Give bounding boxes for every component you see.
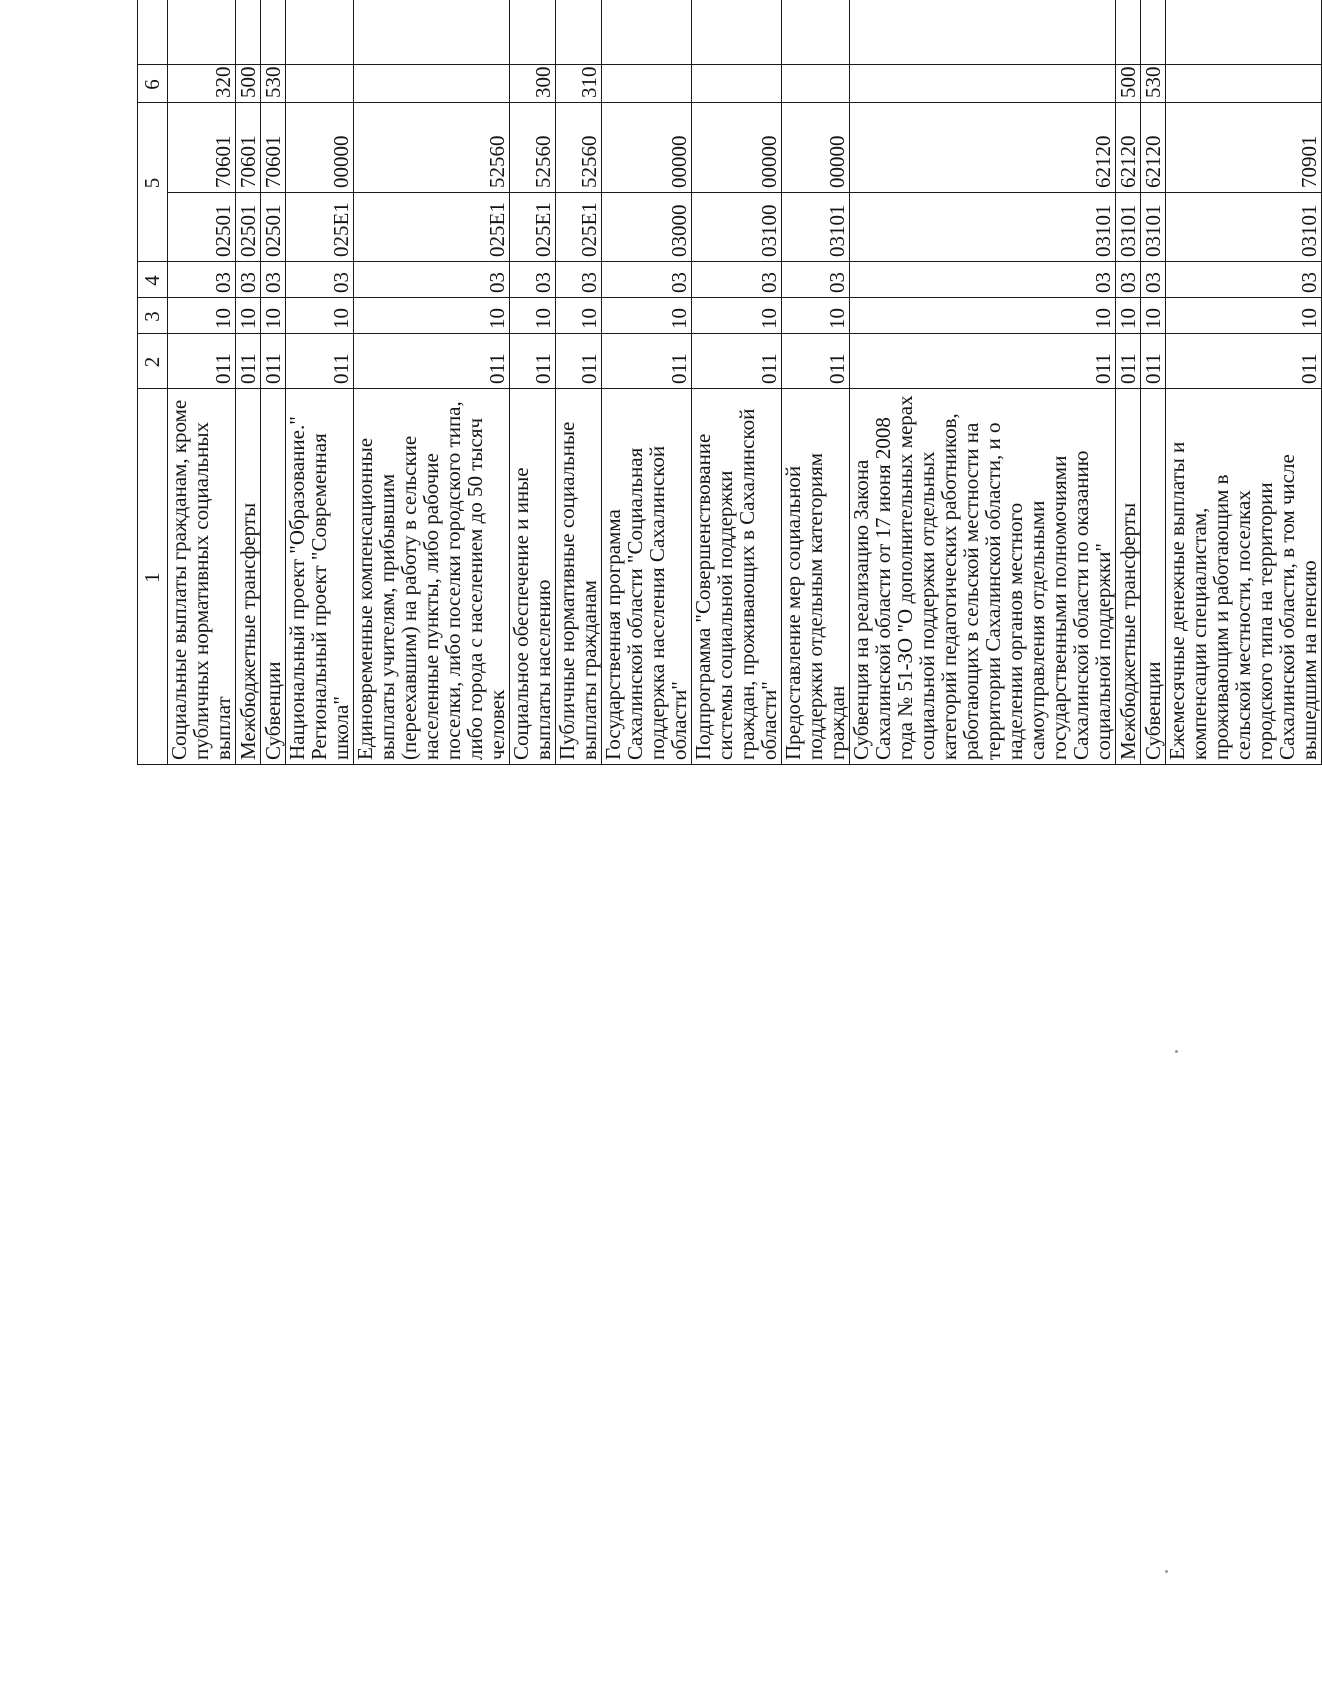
col3-section: 10: [354, 298, 510, 334]
row-name: Субвенции: [1141, 389, 1166, 765]
col4-subsection: 03: [602, 262, 692, 298]
col4-subsection: 03: [556, 262, 602, 298]
col5-program-code: 02501: [261, 193, 286, 262]
col2-code: 011: [354, 334, 510, 389]
col2-code: 011: [782, 334, 850, 389]
rotated-table-sheet: [105, 0, 1321, 765]
table-row: [850, 0, 1116, 765]
col5-program-code: 03101: [1141, 193, 1166, 262]
col3-section: 10: [286, 298, 354, 334]
col2-code: 011: [1166, 334, 1322, 389]
table-row: [510, 0, 556, 765]
col6-expense-type: [286, 65, 354, 103]
col3-section: 10: [261, 298, 286, 334]
table-row: [261, 0, 286, 765]
table-row: [602, 0, 692, 765]
col5-direction-code: 62120: [1116, 103, 1141, 193]
col7-amount: [556, 0, 602, 65]
col5-direction-code: 52560: [510, 103, 556, 193]
row-name: Единовременные компенсационные выплаты учителям, прибывшим (переехавшим) на работу в сельские населенные пункты, либо рабочие поселки, либо поселки городского типа, либо города с населением до 50 тысяч человек: [354, 389, 510, 765]
col4-subsection: 03: [782, 262, 850, 298]
scan-speck: [1165, 1570, 1168, 1573]
col5-program-code: 03101: [850, 193, 1116, 262]
col5-program-code: 03000: [602, 193, 692, 262]
table-row: [1116, 0, 1141, 765]
col7-amount: [850, 0, 1116, 65]
row-name: Предоставление мер социальной поддержки отдельным категориям граждан: [782, 389, 850, 765]
col7-amount: [692, 0, 782, 65]
col4-subsection: 03: [286, 262, 354, 298]
col5-direction-code: 70601: [168, 103, 236, 193]
col5-direction-code: 00000: [602, 103, 692, 193]
row-name: Межбюджетные трансферты: [1116, 389, 1141, 765]
col2-code: 011: [168, 334, 236, 389]
col5-program-code: 025E1: [556, 193, 602, 262]
col3-section: 10: [236, 298, 261, 334]
col5-direction-code: 52560: [556, 103, 602, 193]
col6-expense-type: 300: [510, 65, 556, 103]
col5-program-code: 03101: [1166, 193, 1322, 262]
header-col-4: 4: [138, 262, 168, 298]
row-name: Социальное обеспечение и иные выплаты населению: [510, 389, 556, 765]
col2-code: 011: [1141, 334, 1166, 389]
col5-program-code: 02501: [236, 193, 261, 262]
col5-direction-code: 62120: [850, 103, 1116, 193]
col3-section: 10: [782, 298, 850, 334]
col2-code: 011: [286, 334, 354, 389]
row-name: Межбюджетные трансферты: [236, 389, 261, 765]
budget-table: [137, 0, 1322, 765]
col2-code: 011: [261, 334, 286, 389]
col5-program-code: 03101: [1116, 193, 1141, 262]
col3-section: 10: [850, 298, 1116, 334]
row-name: Субвенции: [261, 389, 286, 765]
col5-program-code: 025E1: [354, 193, 510, 262]
col7-amount: [510, 0, 556, 65]
col4-subsection: 03: [510, 262, 556, 298]
row-name: Социальные выплаты гражданам, кроме публичных нормативных социальных выплат: [168, 389, 236, 765]
col6-expense-type: 500: [236, 65, 261, 103]
col2-code: 011: [602, 334, 692, 389]
col7-amount: [1141, 0, 1166, 65]
table-row: [1141, 0, 1166, 765]
col4-subsection: 03: [168, 262, 236, 298]
col6-expense-type: 500: [1116, 65, 1141, 103]
col3-section: 10: [556, 298, 602, 334]
col4-subsection: 03: [261, 262, 286, 298]
header-col-6: 6: [138, 65, 168, 103]
col6-expense-type: [782, 65, 850, 103]
header-col-5: 5: [138, 103, 168, 262]
col2-code: 011: [236, 334, 261, 389]
col3-section: 10: [1166, 298, 1322, 334]
col2-code: 011: [692, 334, 782, 389]
col5-program-code: 03100: [692, 193, 782, 262]
header-col-7: [138, 0, 168, 65]
col3-section: 10: [168, 298, 236, 334]
col5-program-code: 02501: [168, 193, 236, 262]
col3-section: 10: [1141, 298, 1166, 334]
col3-section: 10: [1116, 298, 1141, 334]
col7-amount: [354, 0, 510, 65]
col4-subsection: 03: [692, 262, 782, 298]
col7-amount: [782, 0, 850, 65]
table-row: [168, 0, 236, 765]
col7-amount: [168, 0, 236, 65]
col6-expense-type: [602, 65, 692, 103]
col3-section: 10: [692, 298, 782, 334]
col5-direction-code: 52560: [354, 103, 510, 193]
row-name: Субвенция на реализацию Закона Сахалинской области от 17 июня 2008 года № 51-ЗО "О дополнительных мерах социальной поддержки отдельных категорий педагогических работников, работающих в сельской местности на территории Сахалинской области, и о наделении органов местного самоуправления отдельными государственными полномочиями Сахалинской области по оказанию социальной поддержки": [850, 389, 1116, 765]
col5-direction-code: 70901: [1166, 103, 1322, 193]
table-row: [1166, 0, 1322, 765]
col6-expense-type: [692, 65, 782, 103]
col6-expense-type: 320: [168, 65, 236, 103]
col7-amount: [261, 0, 286, 65]
col6-expense-type: 310: [556, 65, 602, 103]
col4-subsection: 03: [850, 262, 1116, 298]
header-row: [138, 0, 168, 765]
row-name: Национальный проект "Образование." Региональный проект "Современная школа": [286, 389, 354, 765]
col4-subsection: 03: [354, 262, 510, 298]
col7-amount: [1116, 0, 1141, 65]
header-col-3: 3: [138, 298, 168, 334]
col5-direction-code: 70601: [236, 103, 261, 193]
col4-subsection: 03: [1116, 262, 1141, 298]
table-row: [556, 0, 602, 765]
col6-expense-type: [850, 65, 1116, 103]
row-name: Государственная программа Сахалинской области "Социальная поддержка населения Сахалинской области": [602, 389, 692, 765]
col7-amount: [602, 0, 692, 65]
col7-amount: [236, 0, 261, 65]
col5-program-code: 025E1: [286, 193, 354, 262]
col5-direction-code: 00000: [286, 103, 354, 193]
col5-program-code: 03101: [782, 193, 850, 262]
table-row: [236, 0, 261, 765]
col5-direction-code: 00000: [692, 103, 782, 193]
header-col-1: 1: [138, 389, 168, 765]
col2-code: 011: [1116, 334, 1141, 389]
table-row: [286, 0, 354, 765]
col2-code: 011: [510, 334, 556, 389]
col4-subsection: 03: [1141, 262, 1166, 298]
scan-speck: [1175, 1050, 1178, 1053]
row-name: Ежемесячные денежные выплаты и компенсации специалистам, проживающим и работающим в сельской местности, поселках городского типа на территории Сахалинской области, в том числе вышедшим на пенсию: [1166, 389, 1322, 765]
table-row: [692, 0, 782, 765]
col5-direction-code: 70601: [261, 103, 286, 193]
row-name: Публичные нормативные социальные выплаты гражданам: [556, 389, 602, 765]
row-name: Подпрограмма "Совершенствование системы социальной поддержки граждан, проживающих в Сахалинской области": [692, 389, 782, 765]
col6-expense-type: 530: [1141, 65, 1166, 103]
col6-expense-type: [354, 65, 510, 103]
col7-amount: [1166, 0, 1322, 65]
col5-direction-code: 00000: [782, 103, 850, 193]
col5-program-code: 025E1: [510, 193, 556, 262]
col6-expense-type: [1166, 65, 1322, 103]
table-row: [782, 0, 850, 765]
col4-subsection: 03: [1166, 262, 1322, 298]
col4-subsection: 03: [236, 262, 261, 298]
table-row: [354, 0, 510, 765]
col2-code: 011: [556, 334, 602, 389]
col5-direction-code: 62120: [1141, 103, 1166, 193]
col3-section: 10: [602, 298, 692, 334]
header-col-2: 2: [138, 334, 168, 389]
col7-amount: [286, 0, 354, 65]
col3-section: 10: [510, 298, 556, 334]
col6-expense-type: 530: [261, 65, 286, 103]
col2-code: 011: [850, 334, 1116, 389]
